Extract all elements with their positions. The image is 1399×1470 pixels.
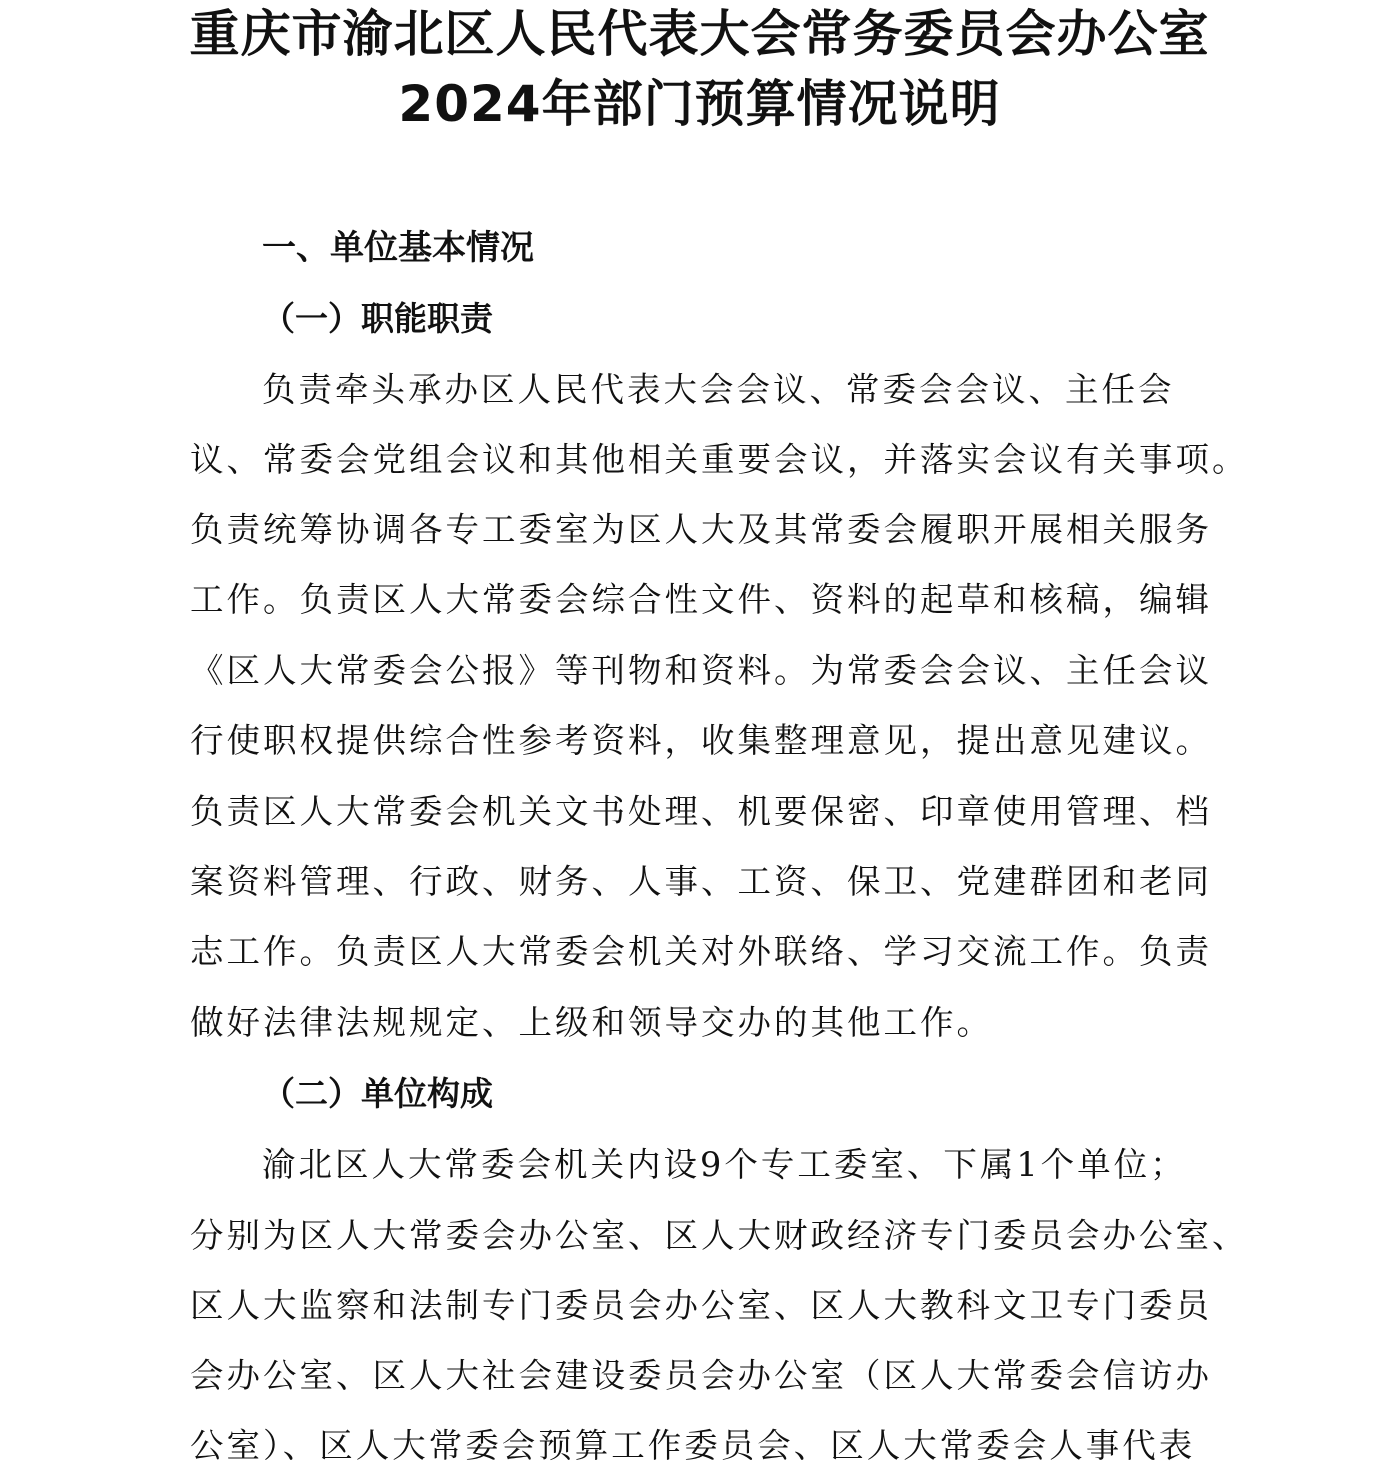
paragraph-line: 会办公室、区人大社会建设委员会办公室（区人大常委会信访办 <box>190 1356 1212 1395</box>
subsection-heading-functions: （一）职能职责 <box>262 299 493 338</box>
paragraph-line: 分别为区人大常委会办公室、区人大财政经济专门委员会办公室、 <box>190 1216 1249 1255</box>
paragraph-line: 《区人大常委会公报》等刊物和资料。为常委会会议、主任会议 <box>190 651 1212 690</box>
subsection-heading-composition: （二）单位构成 <box>262 1074 493 1113</box>
document-title-line-1: 重庆市渝北区人民代表大会常务委员会办公室 <box>189 5 1210 63</box>
paragraph-line: 案资料管理、行政、财务、人事、工资、保卫、党建群团和老同 <box>190 862 1212 901</box>
paragraph-line: 渝北区人大常委会机关内设9个专工委室、下属1个单位； <box>262 1145 1187 1184</box>
paragraph-line: 议、常委会党组会议和其他相关重要会议，并落实会议有关事项。 <box>190 440 1249 479</box>
paragraph-line: 区人大监察和法制专门委员会办公室、区人大教科文卫专门委员 <box>190 1286 1212 1325</box>
paragraph-line: 志工作。负责区人大常委会机关对外联络、学习交流工作。负责 <box>190 932 1212 971</box>
section-heading-basic-info: 一、单位基本情况 <box>262 228 534 268</box>
paragraph-line: 行使职权提供综合性参考资料，收集整理意见，提出意见建议。 <box>190 721 1212 760</box>
paragraph-line: 负责统筹协调各专工委室为区人大及其常委会履职开展相关服务 <box>190 510 1212 549</box>
paragraph-line: 公室）、区人大常委会预算工作委员会、区人大常委会人事代表 <box>190 1426 1196 1465</box>
paragraph-line: 负责区人大常委会机关文书处理、机要保密、印章使用管理、档 <box>190 792 1212 831</box>
document-title-line-2: 2024年部门预算情况说明 <box>398 75 1001 133</box>
paragraph-line: 工作。负责区人大常委会综合性文件、资料的起草和核稿，编辑 <box>190 580 1212 619</box>
paragraph-line: 负责牵头承办区人民代表大会会议、常委会会议、主任会 <box>262 370 1175 409</box>
paragraph-line: 做好法律法规规定、上级和领导交办的其他工作。 <box>190 1003 993 1042</box>
